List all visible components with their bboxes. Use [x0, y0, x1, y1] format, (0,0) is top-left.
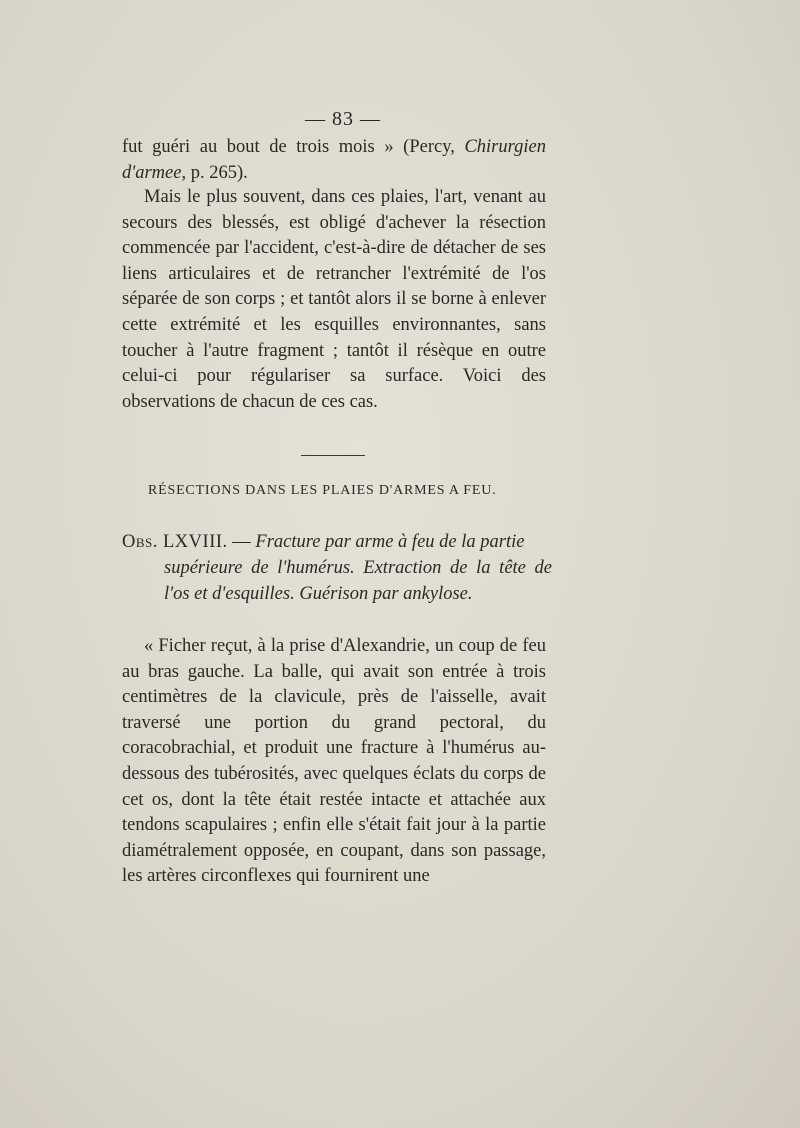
citation-title: Chirurgien d'armee — [122, 137, 546, 183]
paragraph-text: Mais le plus souvent, dans ces plaies, l'art, venant au secours des blessés, est obligé d'achever la résection commencée par l'accident, c'est-à-dire de détacher de ses liens articulaires et de retrancher l'extrémité de l'os séparée de son corps ; et tantôt alors il se borne à enlever cette extrémité et les esquilles environnantes, sans toucher à l'autre fragment ; tantôt il résèque en outre celui-ci pour régulariser sa surface. Voici des observations de chacun de ces cas. — [122, 187, 546, 412]
observation-title-rest: supérieure de l'humérus. Extraction de la tête de l'os et d'esquilles. Guérison par ankylose. — [164, 558, 552, 604]
observation-title-line1: Fracture par arme à feu de la partie — [255, 532, 525, 552]
paragraph-text: « Ficher reçut, à la prise d'Alexandrie, un coup de feu au bras gauche. La balle, qui avait son entrée à trois centimètres de la clavicule, près de l'aisselle, avait traversé une portion du grand pectoral, du coracobrachial, et produit une fracture à l'humérus au-dessous des tubérosités, avec quelques éclats du corps de cet os, dont la tête était restée intacte et attachée aux tendons scapulaires ; enfin elle s'était fait jour à la partie diamétralement opposée, en coupant, dans son passage, les artères circonflexes qui fournirent une — [122, 636, 546, 887]
observation-heading — [122, 529, 552, 607]
section-heading: RÉSECTIONS DANS LES PLAIES D'ARMES A FEU. — [148, 483, 497, 498]
section-divider — [301, 455, 365, 456]
page-number: — 83 — — [305, 108, 381, 130]
paragraph-case-description — [122, 634, 546, 890]
paragraph-continuation — [122, 135, 546, 186]
observation-dash: — — [227, 532, 256, 552]
observation-label: Obs. LXVIII. — [122, 532, 228, 552]
paragraph-text: fut guéri au bout de trois mois » (Percy, — [122, 137, 465, 157]
citation-page: , p. 265). — [181, 162, 248, 183]
paragraph-resection-intro — [122, 185, 546, 415]
